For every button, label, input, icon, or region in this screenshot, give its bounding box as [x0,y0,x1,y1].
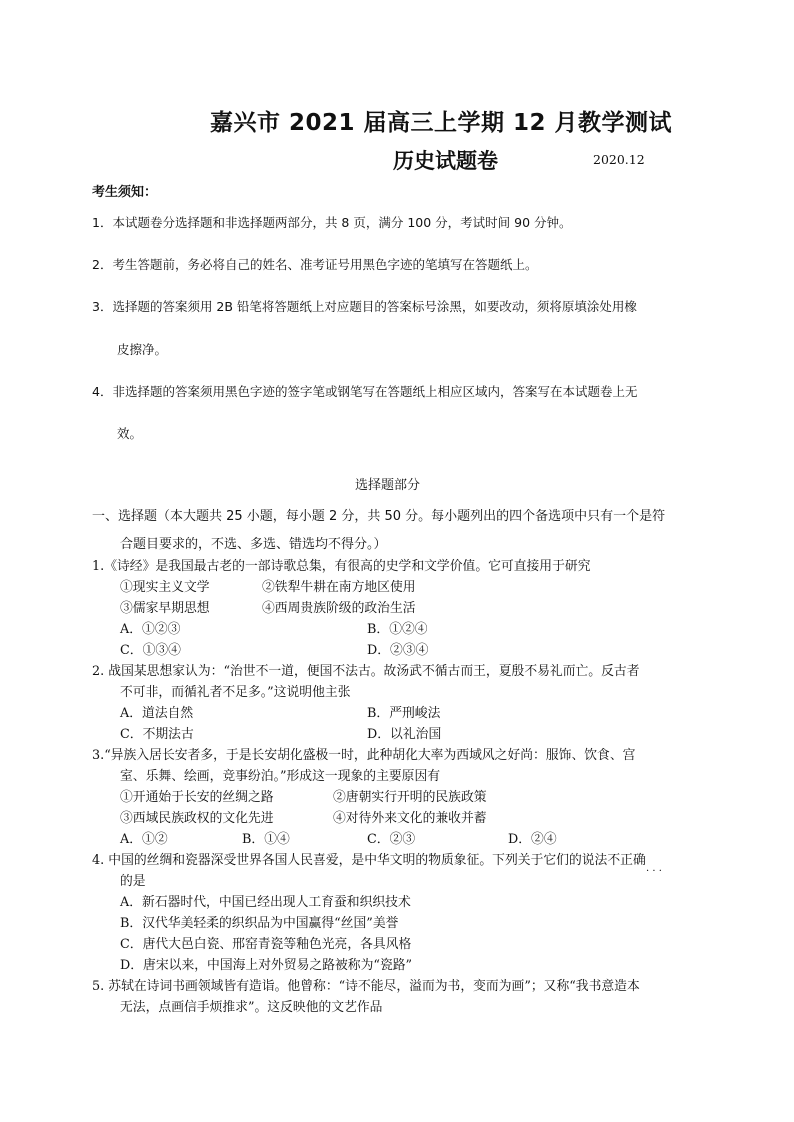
q1-option-d: D．②③④ [367,643,429,658]
q5-stem-2: 无法，点画信手烦推求”。这反映他的文艺作品 [120,1000,383,1015]
notice-heading: 考生须知： [92,185,158,200]
notice-item-4: 4．非选择题的答案须用黑色字迹的签字笔或钢笔写在答题纸上相应区域内，答案写在本试题卷上无 [92,384,638,399]
section-title: 选择题部分 [355,478,421,493]
q4-stem-1: 4. 中国的丝绸和瓷器深受世界各国人民喜爱，是中华文明的物质象征。下列关于它们的说法不正确 [92,853,646,868]
q3-statement-4: ④对待外来文化的兼收并蓄 [333,811,487,826]
q3-statement-1: ①开通始于长安的丝绸之路 [120,790,274,805]
q3-stem-2: 室、乐舞、绘画，竞事纷泊。”形成这一现象的主要原因有 [120,769,441,784]
q2-stem-2: 不可非，而循礼者不足多。”这说明他主张 [120,685,351,700]
q1-statement-3: ③儒家早期思想 [120,601,210,616]
q3-option-c: C．②③ [367,832,416,847]
q2-option-d: D．以礼治国 [367,727,442,742]
exam-date: 2020.12 [593,152,645,167]
q3-option-d: D．②④ [508,832,557,847]
q4-stem-2: 的是 [120,874,146,889]
q4-option-c: C．唐代大邑白瓷、邢窑青瓷等釉色光亮，各具风格 [120,937,412,952]
q3-option-b: B．①④ [242,832,290,847]
q4-option-d: D．唐宋以来，中国海上对外贸易之路被称为“瓷路” [120,958,413,973]
notice-item-3: 3．选择题的答案须用 2B 铅笔将答题纸上对应题目的答案标号涂黑，如要改动，须将原填涂处用橡 [92,299,637,314]
q3-stem-1: 3.“异族入居长安者多，于是长安胡化盛极一时，此种胡化大率为西域风之好尚：服饰、饮食、宫 [92,748,636,763]
q1-statement-1: ①现实主义文学 [120,580,210,595]
q1-stem: 1.《诗经》是我国最古老的一部诗歌总集，有很高的史学和文学价值。它可直接用于研究 [92,559,591,574]
notice-item-2: 2．考生答题前，务必将自己的姓名、准考证号用黑色字迹的笔填写在答题纸上。 [92,257,538,272]
q1-statement-2: ②铁犁牛耕在南方地区使用 [262,580,416,595]
section-instruction-2: 合题目要求的，不选、多选、错选均不得分。） [120,537,387,552]
exam-subtitle: 历史试题卷 [393,149,498,173]
notice-item-4-cont: 效。 [117,426,143,441]
section-instruction-1: 一、选择题（本大题共 25 小题，每小题 2 分，共 50 分。每小题列出的四个备选项中只有一个是符 [92,509,666,524]
q1-option-a: A．①②③ [120,622,181,637]
q3-option-a: A．①② [120,832,168,847]
q3-statement-3: ③西域民族政权的文化先进 [120,811,274,826]
q1-statement-4: ④西周贵族阶级的政治生活 [262,601,416,616]
q2-option-b: B．严刑峻法 [367,706,441,721]
q2-stem-1: 2. 战国某思想家认为：“治世不一道，便国不法古。故汤武不循古而王，夏殷不易礼而亡。反古者 [92,664,640,679]
q1-option-b: B．①②④ [367,622,428,637]
q3-statement-2: ②唐朝实行开明的民族政策 [333,790,487,805]
q4-option-a: A．新石器时代，中国已经出现人工育蚕和织织技术 [120,895,411,910]
q5-stem-1: 5. 苏轼在诗词书画领域皆有造诣。他曾称：“诗不能尽，溢而为书，变而为画”；又称“我书意造本 [92,979,640,994]
q2-option-c: C．不期法古 [120,727,194,742]
emphasis-dots: · · · [646,866,662,877]
q2-option-a: A．道法自然 [120,706,194,721]
q1-option-c: C．①③④ [120,643,181,658]
exam-title: 嘉兴市 2021 届高三上学期 12 月教学测试 [210,110,673,136]
q4-option-b: B．汉代华美轻柔的织织品为中国赢得“丝国”美誉 [120,916,399,931]
notice-item-3-cont: 皮擦净。 [117,342,168,357]
notice-item-1: 1．本试题卷分选择题和非选择题两部分，共 8 页，满分 100 分，考试时间 90 分钟。 [92,215,572,230]
